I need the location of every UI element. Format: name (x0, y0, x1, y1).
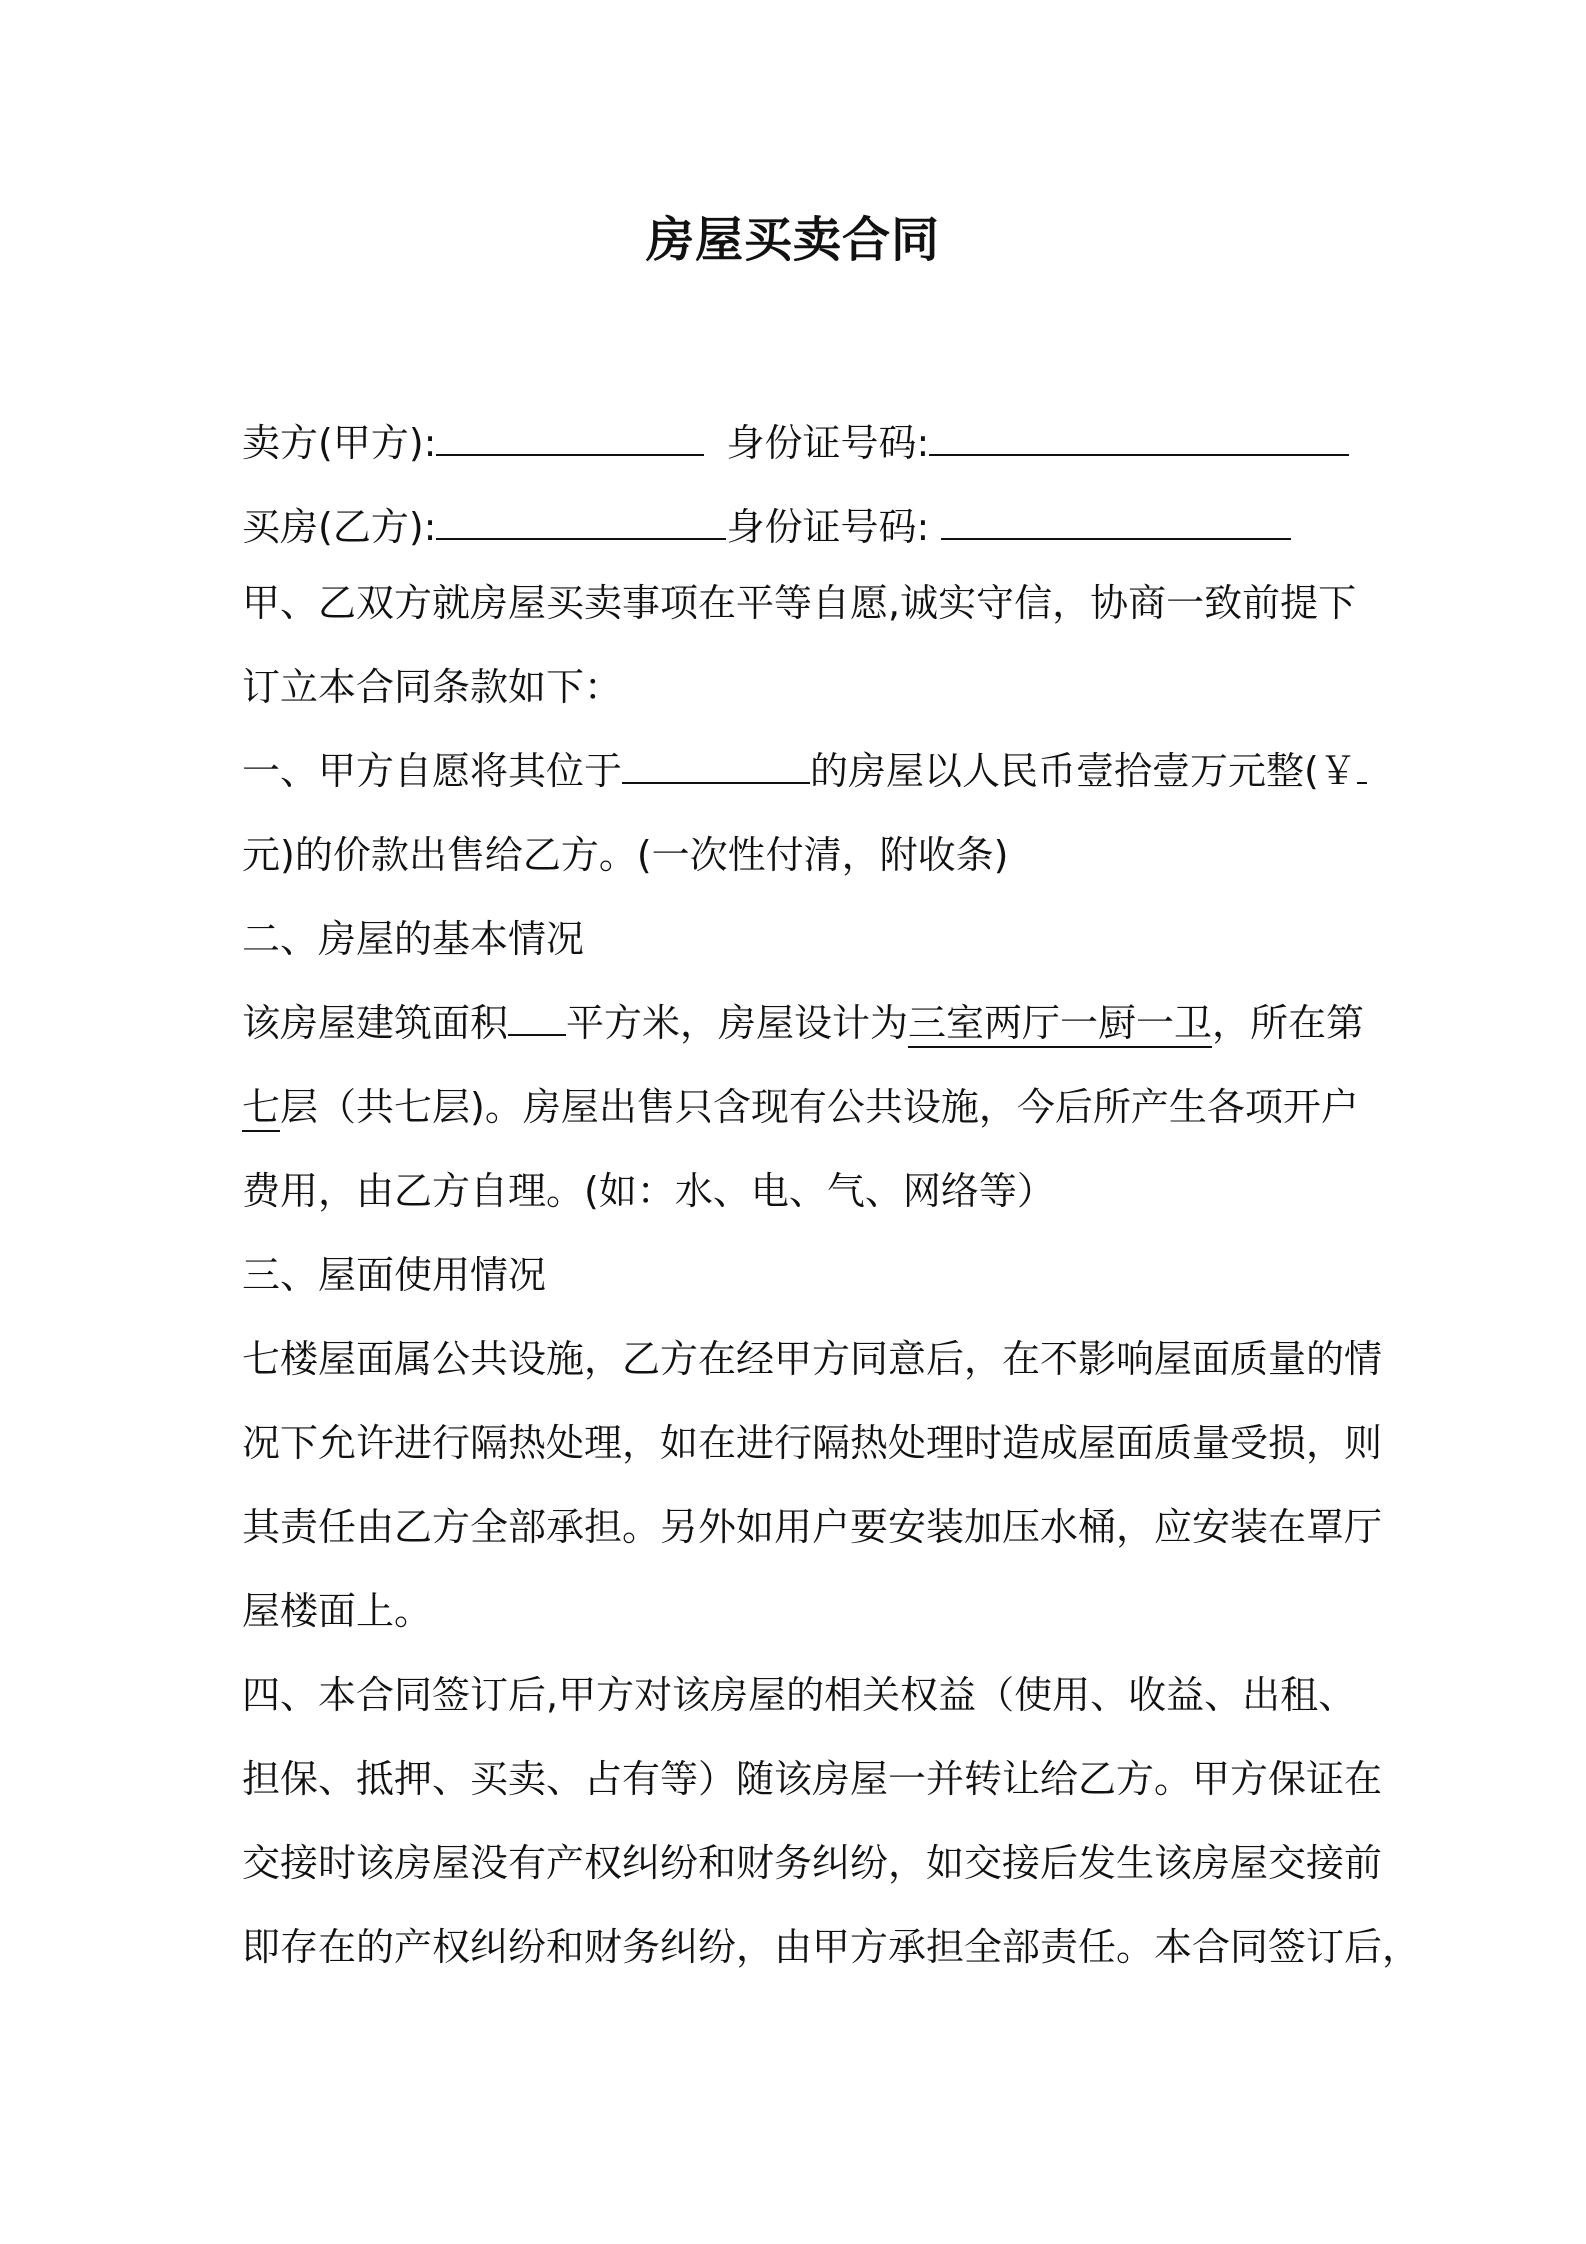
clause4-line-4: 即存在的产权纠纷和财务纠纷，由甲方承担全部责任。本合同签订后， (242, 1925, 1421, 1969)
seller-id-blank (929, 418, 1349, 456)
buyer-label: 买房(乙方): (242, 505, 437, 549)
clause3-line-2: 况下允许进行隔热处理，如在进行隔热处理时造成屋面质量受损，则 (242, 1421, 1383, 1465)
buyer-line (242, 502, 1362, 552)
buyer-name-blank (436, 502, 726, 540)
clause2-text-c: ，所在第 (1212, 1001, 1365, 1045)
area-blank (508, 998, 566, 1036)
clause3-line-3: 其责任由乙方全部承担。另外如用户要安装加压水桶，应安装在罩厅 (242, 1505, 1383, 1549)
house-layout-value: 三室两厅一厨一卫 (908, 1001, 1212, 1048)
price-blank (1357, 746, 1367, 784)
clause1-line-1 (242, 746, 1362, 796)
clause1-text-b: 的房屋以人民币壹拾壹万元整(￥ (810, 749, 1357, 793)
seller-name-blank (436, 418, 704, 456)
buyer-id-label: 身份证号码: (726, 505, 930, 549)
intro-line-2: 订立本合同条款如下： (242, 665, 623, 709)
seller-id-label: 身份证号码: (726, 421, 930, 465)
clause4-line-3: 交接时该房屋没有产权纠纷和财务纠纷，如交接后发生该房屋交接前 (242, 1841, 1383, 1885)
clause3-heading: 三、屋面使用情况 (242, 1253, 547, 1297)
clause4-line-2: 担保、抵押、买卖、占有等）随该房屋一并转让给乙方。甲方保证在 (242, 1757, 1383, 1801)
seller-label: 卖方(甲方): (242, 421, 437, 465)
clause1-text-a: 一、甲方自愿将其位于 (242, 749, 623, 793)
clause2-text-b: 平方米，房屋设计为 (566, 1001, 909, 1045)
document-title: 房屋买卖合同 (645, 212, 940, 268)
seller-line (242, 418, 1362, 468)
clause2-line-1 (242, 998, 1365, 1048)
intro-line-1: 甲、乙双方就房屋买卖事项在平等自愿,诚实守信，协商一致前提下 (242, 581, 1357, 625)
clause4-line-1: 四、本合同签订后,甲方对该房屋的相关权益（使用、收益、出租、 (242, 1673, 1357, 1717)
clause2-text-d: 层（共七层)。房屋出售只含现有公共设施，今后所产生各项开户 (280, 1085, 1359, 1129)
buyer-id-blank (941, 502, 1291, 540)
clause1-line-2: 元)的价款出售给乙方。(一次性付清，附收条) (242, 833, 1009, 877)
clause2-line-3: 费用，由乙方自理。(如：水、电、气、网络等） (242, 1169, 1055, 1213)
clause3-line-4: 屋楼面上。 (242, 1589, 433, 1633)
location-blank (622, 746, 810, 784)
floor-value: 七 (242, 1085, 280, 1132)
clause2-heading: 二、房屋的基本情况 (242, 917, 585, 961)
clause2-line-2 (242, 1082, 1362, 1132)
clause3-line-1: 七楼屋面属公共设施，乙方在经甲方同意后，在不影响屋面质量的情 (242, 1337, 1383, 1381)
clause2-text-a: 该房屋建筑面积 (242, 1001, 509, 1045)
